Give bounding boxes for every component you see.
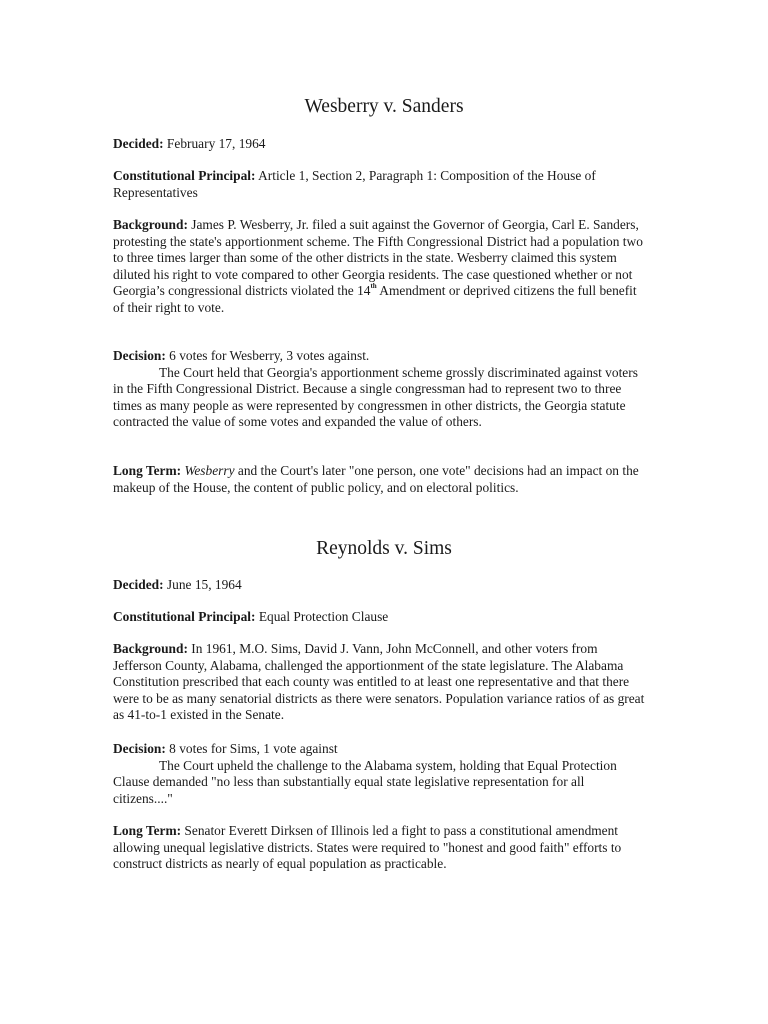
case2-principle-value: Equal Protection Clause	[255, 609, 389, 624]
case2-decision-detail: The Court upheld the challenge to the Alabama system, holding that Equal Protection Clause demanded "no less than substantially equal state legislative representation for all citizens...."	[113, 757, 617, 806]
case1-principle-label: Constitutional Principal:	[113, 168, 256, 183]
case2-principle	[113, 609, 645, 626]
case1-background-text-end: Amendment or deprived citizens the full benefit of their right to vote.	[113, 283, 637, 315]
case2-title: Reynolds v. Sims	[316, 538, 452, 559]
case1-longterm-label: Long Term:	[113, 463, 182, 478]
case1-principle-value: Article 1, Section 2, Paragraph 1: Composition of the House of Representatives	[113, 168, 596, 200]
case2-background-text: In 1961, M.O. Sims, David J. Vann, John McConnell, and other voters from Jefferson County, Alabama, challenged the apportionment of the state legislature. The Alabama Constitution prescribed that each county was entitled to at least one representative and that there were to be as many senatorial districts as there were senators. Population variance ratios of as great as 41-to-1 existed in the Senate.	[113, 641, 645, 723]
case1-decided-label: Decided:	[113, 136, 164, 151]
case2-decided	[113, 577, 645, 594]
case1-longterm-value: and the Court's later "one person, one vote" decisions had an impact on the makeup of the House, the content of public policy, and on electoral politics.	[113, 463, 639, 495]
case2-background	[113, 641, 645, 724]
case2-decided-value: June 15, 1964	[163, 577, 242, 592]
case1-longterm-italic: Wesberry	[184, 463, 235, 478]
case1-decided	[113, 136, 645, 153]
case1-decided-value: February 17, 1964	[163, 136, 266, 151]
case2-longterm-label: Long Term:	[113, 823, 182, 838]
case1-background-text: James P. Wesberry, Jr. filed a suit against the Governor of Georgia, Carl E. Sanders, protesting the state's apportionment scheme. The Fifth Congressional District had a population two to three times larger than some of the other districts in the state. Wesberry claimed this system diluted his right to vote compared to other Georgia residents. The case questioned whether or not Georgia’s congressional districts violated the 14	[113, 217, 643, 299]
case1-background-sup: th	[370, 281, 377, 290]
case1-title: Wesberry v. Sanders	[304, 96, 464, 117]
case1-principle	[113, 168, 645, 201]
case1-longterm	[113, 463, 645, 496]
case1-decision-detail: The Court held that Georgia's apportionment scheme grossly discriminated against voters in the Fifth Congressional District. Because a single congressman had to represent two to three times as many people as were represented by congressmen in other districts, the Georgia statute contracted the value of some votes and expanded the value of others.	[113, 364, 638, 430]
case2-longterm-value: Senator Everett Dirksen of Illinois led a fight to pass a constitutional amendment allowing unequal legislative districts. States were required to "honest and good faith" efforts to construct districts as nearly of equal population as practicable.	[113, 823, 622, 872]
case2-longterm	[113, 823, 645, 873]
case1-background-label: Background:	[113, 217, 188, 232]
case1-decision-value: 6 votes for Wesberry, 3 votes against.	[165, 348, 370, 363]
case1-decision	[113, 348, 645, 431]
case2-decision-value: 8 votes for Sims, 1 vote against	[165, 741, 338, 756]
case2-decision	[113, 741, 645, 807]
case2-decided-label: Decided:	[113, 577, 164, 592]
case2-background-label: Background:	[113, 641, 188, 656]
case1-background	[113, 217, 645, 317]
case2-principle-label: Constitutional Principal:	[113, 609, 256, 624]
case1-decision-label: Decision:	[113, 348, 166, 363]
case2-decision-label: Decision:	[113, 741, 166, 756]
